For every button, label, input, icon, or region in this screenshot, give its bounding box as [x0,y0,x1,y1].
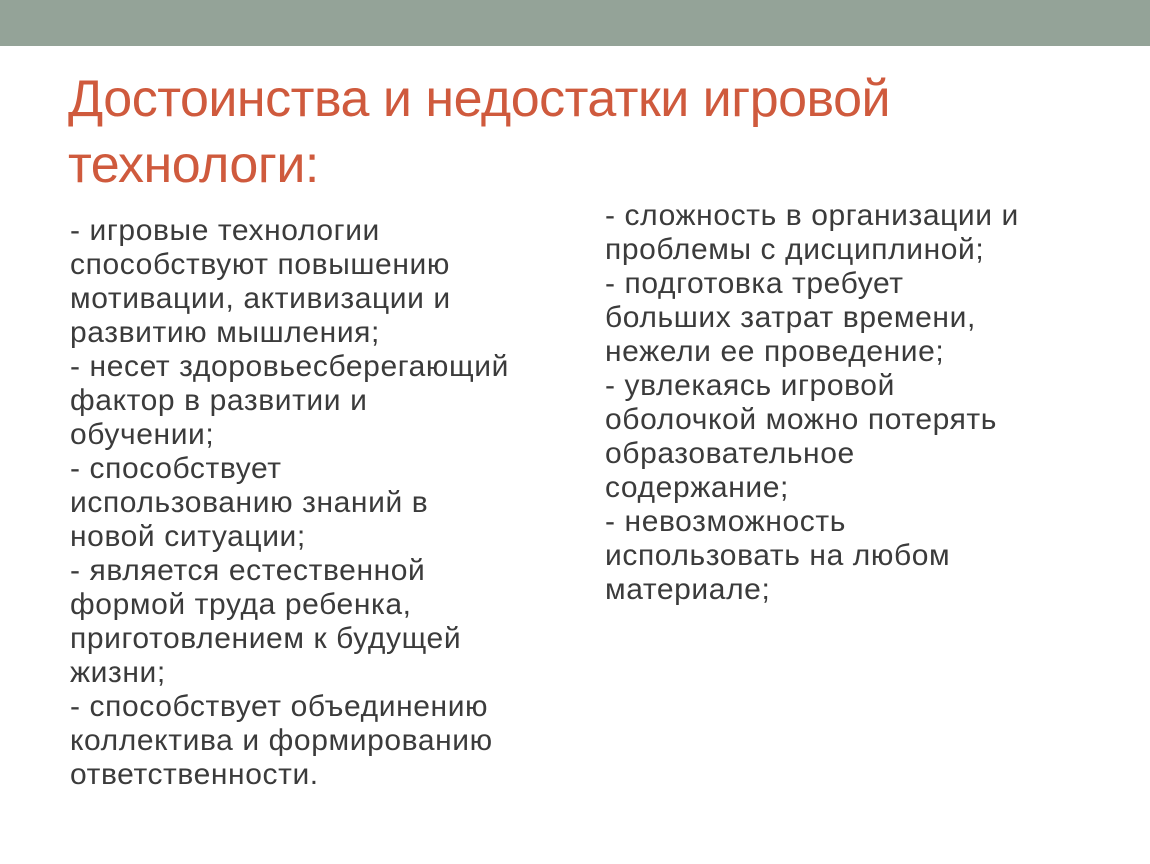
advantages-line: - игровые технологии [70,214,380,247]
disadvantages-line: образовательное [605,437,855,470]
advantages-line: использованию знаний в [70,486,429,519]
advantages-line: мотивации, активизации и [70,282,451,315]
advantages-column [70,214,590,792]
advantages-line: - способствует [70,452,282,485]
advantages-line: фактор в развитии и [70,384,368,417]
advantages-line: жизни; [70,656,166,689]
disadvantages-line: - сложность в организации и [605,199,1019,232]
advantages-line: способствуют повышению [70,248,450,281]
disadvantages-column [605,199,1105,607]
advantages-line: приготовлением к будущей [70,622,462,655]
advantages-line: новой ситуации; [70,520,306,553]
slide-title [68,66,1068,198]
advantages-line: - несет здоровьесберегающий [70,350,510,383]
top-band [0,0,1150,46]
disadvantages-line: - невозможность [605,505,846,538]
advantages-line: формой труда ребенка, [70,588,412,621]
advantages-line: - способствует объединению [70,690,489,723]
advantages-line: коллектива и формированию [70,724,493,757]
advantages-line: - является естественной [70,554,426,587]
advantages-line: ответственности. [70,758,319,791]
disadvantages-line: материале; [605,573,771,606]
disadvantages-line: проблемы с дисциплиной; [605,233,985,266]
disadvantages-line: - увлекаясь игровой [605,369,895,402]
advantages-line: развитию мышления; [70,316,380,349]
disadvantages-line: - подготовка требует [605,267,904,300]
disadvantages-line: нежели ее проведение; [605,335,945,368]
disadvantages-line: использовать на любом [605,539,951,572]
slide-title-line-2: технологи: [68,136,319,194]
advantages-line: обучении; [70,418,215,451]
disadvantages-line: оболочкой можно потерять [605,403,997,436]
disadvantages-line: больших затрат времени, [605,301,976,334]
slide-title-line-1: Достоинства и недостатки игровой [68,70,891,128]
disadvantages-line: содержание; [605,471,789,504]
